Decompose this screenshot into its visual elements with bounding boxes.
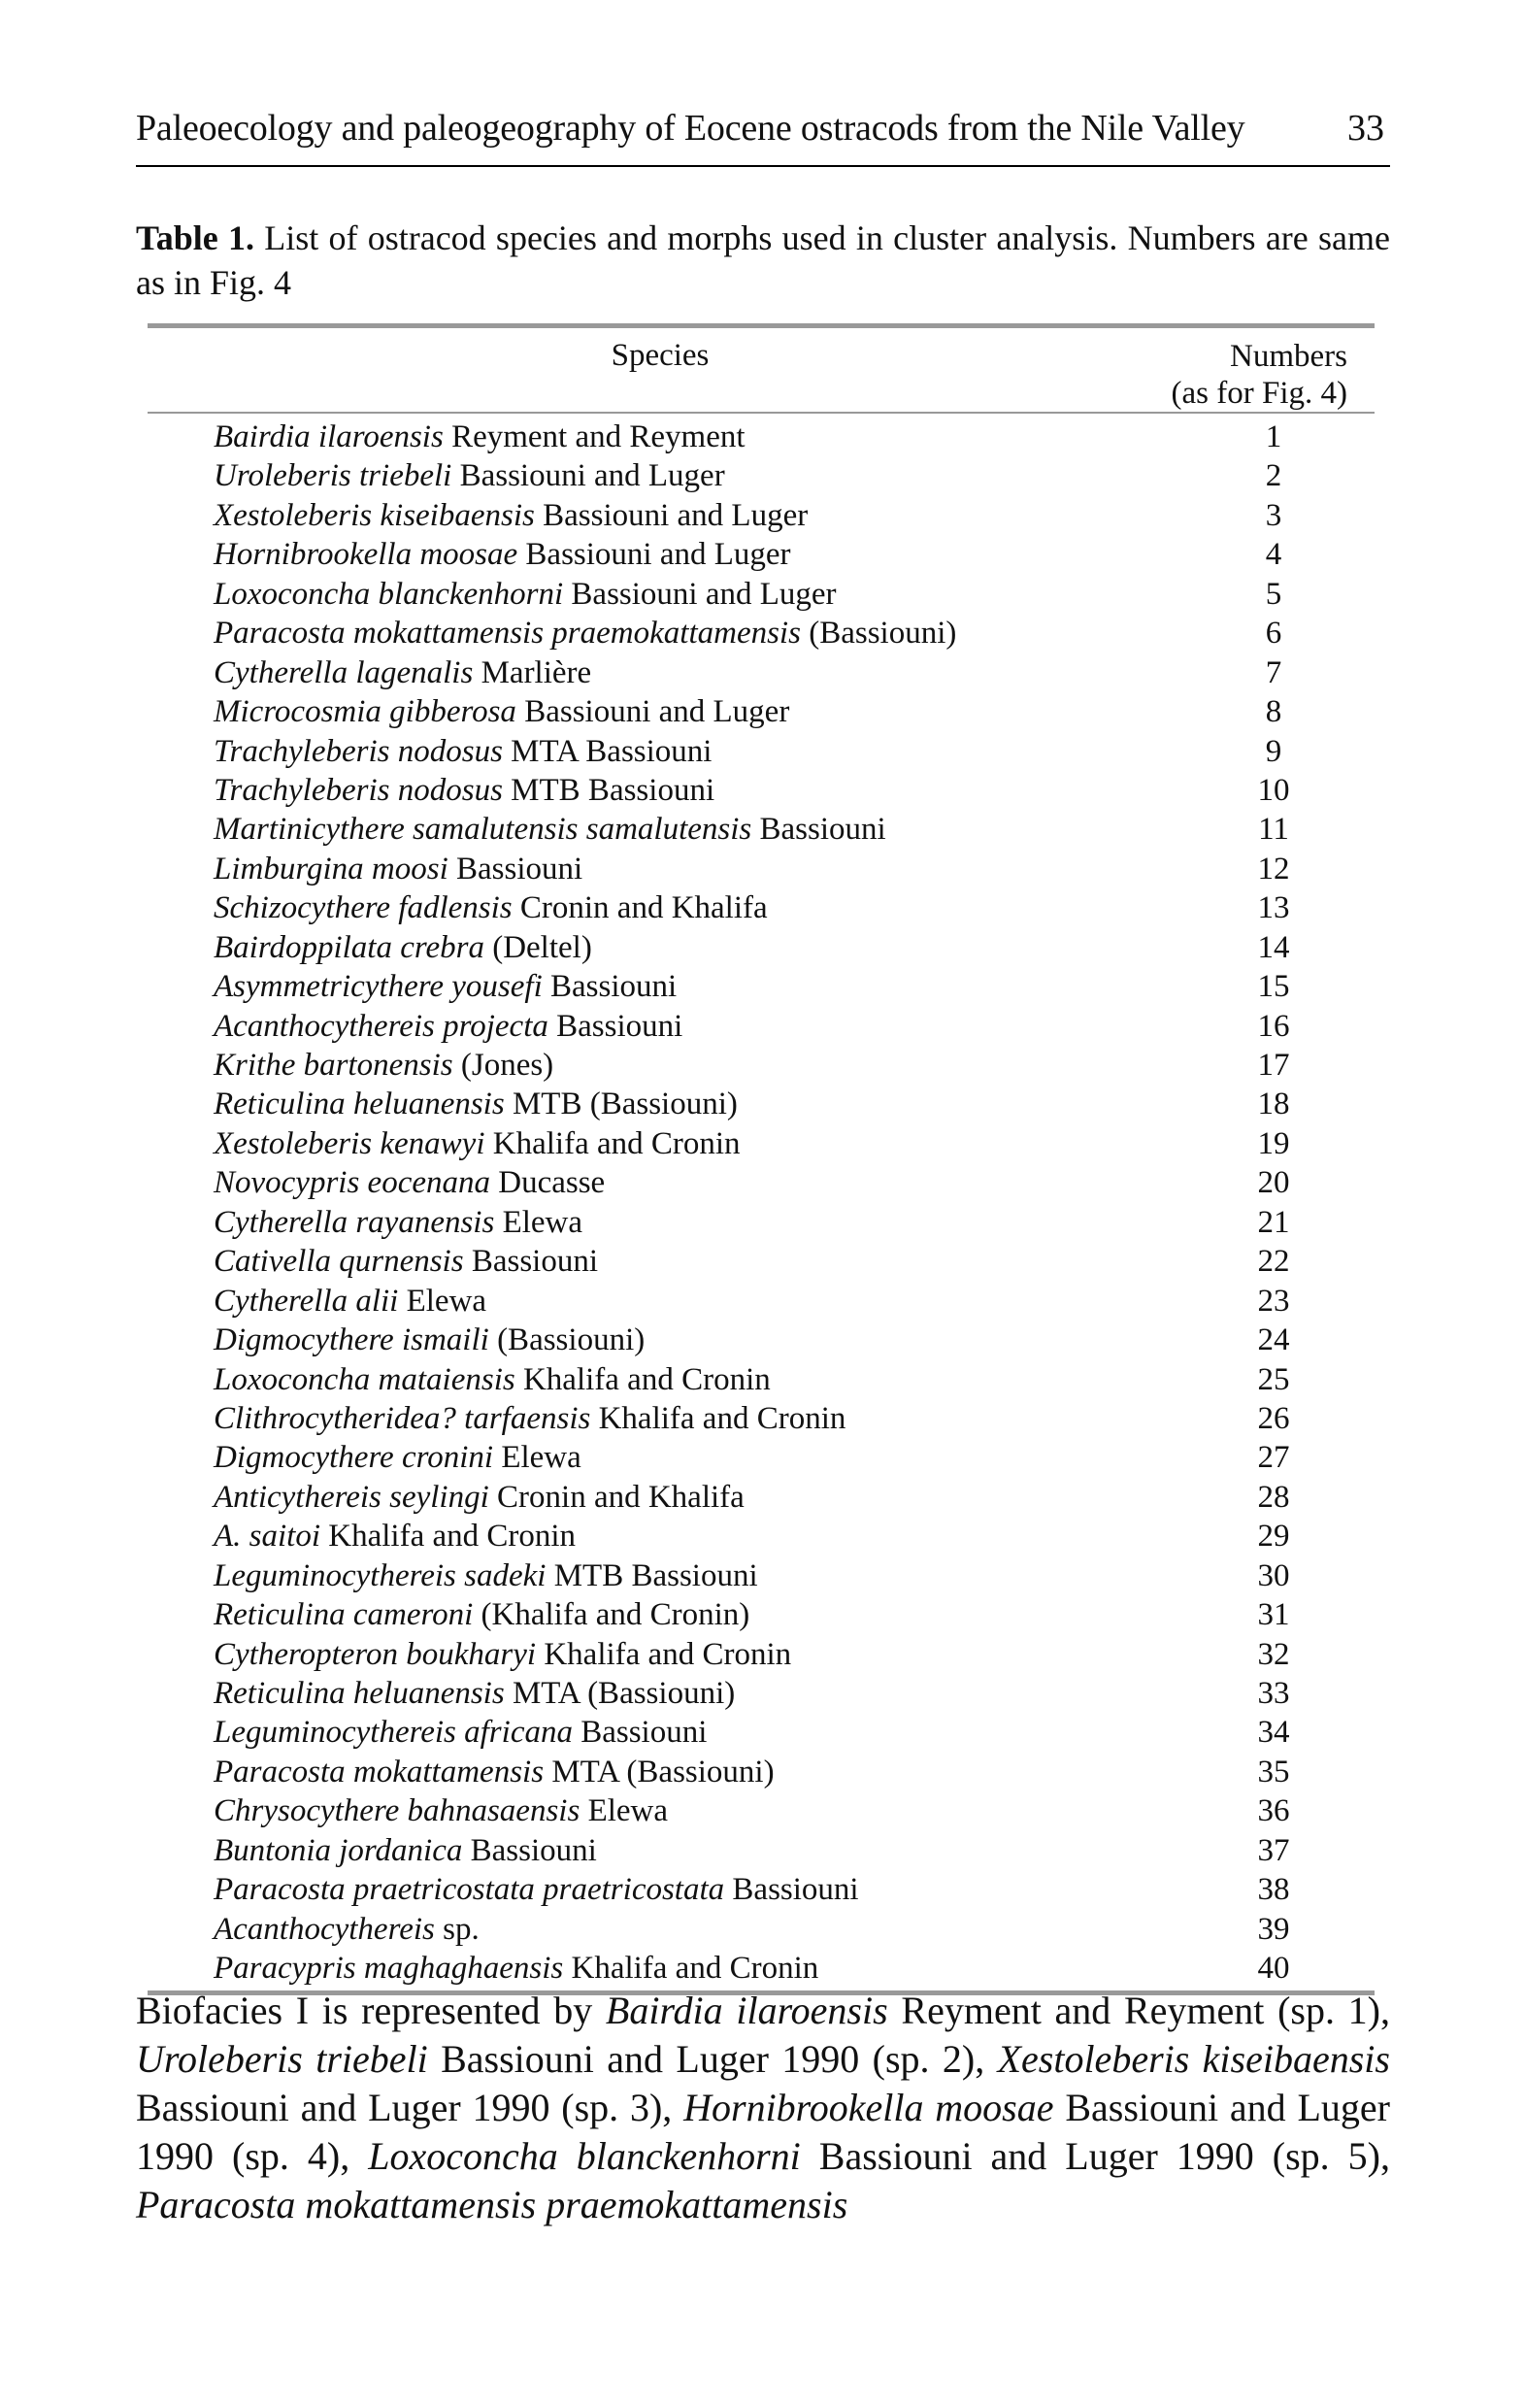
species-number: 39 bbox=[1257, 1911, 1290, 1947]
table-row bbox=[148, 496, 1375, 535]
species-authority: MTB Bassiouni bbox=[546, 1557, 758, 1593]
species-binomial: Novocypris eocenana bbox=[214, 1165, 490, 1201]
species-binomial: Loxoconcha blanckenhorni bbox=[214, 576, 564, 612]
species-number: 28 bbox=[1257, 1479, 1290, 1515]
species-number: 7 bbox=[1265, 654, 1282, 690]
species-name bbox=[214, 1399, 845, 1438]
species-name bbox=[214, 1949, 818, 1988]
species-number: 13 bbox=[1257, 890, 1290, 926]
species-name bbox=[214, 1791, 668, 1830]
table-row bbox=[148, 1124, 1375, 1163]
table-row bbox=[148, 1360, 1375, 1399]
table-row bbox=[148, 1399, 1375, 1438]
species-authority: Khalifa and Cronin bbox=[484, 1125, 741, 1161]
table-row bbox=[148, 1478, 1375, 1517]
species-number: 30 bbox=[1257, 1557, 1290, 1593]
species-name bbox=[214, 1831, 597, 1870]
species-number: 5 bbox=[1265, 576, 1282, 612]
species-binomial: Xestoleberis kenawyi bbox=[214, 1125, 485, 1161]
species-binomial: Anticythereis seylingi bbox=[214, 1479, 489, 1515]
species-number: 16 bbox=[1257, 1008, 1290, 1044]
species-name bbox=[214, 1124, 741, 1163]
taxon-name: Hornibrookella moosae bbox=[683, 2086, 1054, 2129]
species-number: 14 bbox=[1257, 929, 1290, 965]
species-binomial: Digmocythere ismaili bbox=[214, 1322, 489, 1358]
running-title: Paleoecology and paleogeography of Eocene ostracods from the Nile Valley bbox=[136, 108, 1245, 149]
species-number: 37 bbox=[1257, 1832, 1290, 1868]
species-authority: Elewa bbox=[494, 1204, 583, 1240]
species-number: 29 bbox=[1257, 1519, 1290, 1555]
species-binomial: Microcosmia gibberosa bbox=[214, 694, 516, 730]
species-binomial: Krithe bartonensis bbox=[214, 1048, 453, 1083]
species-binomial: Xestoleberis kiseibaensis bbox=[214, 497, 535, 533]
species-number: 32 bbox=[1257, 1636, 1290, 1672]
species-name bbox=[214, 1713, 707, 1752]
species-binomial: Paracypris maghaghaensis bbox=[214, 1951, 564, 1987]
species-binomial: Cytherella rayanensis bbox=[214, 1204, 495, 1240]
species-name bbox=[214, 1674, 735, 1713]
species-name bbox=[214, 1321, 645, 1359]
species-name bbox=[214, 1753, 775, 1791]
species-authority: (Khalifa and Cronin) bbox=[473, 1597, 750, 1633]
species-binomial: Uroleberis triebeli bbox=[214, 458, 452, 494]
species-authority: (Bassiouni) bbox=[800, 616, 957, 652]
species-authority: Bassiouni and Luger bbox=[515, 694, 790, 730]
table-row bbox=[148, 575, 1375, 614]
species-authority: Elewa bbox=[580, 1793, 669, 1829]
species-authority: MTA (Bassiouni) bbox=[544, 1754, 775, 1789]
species-authority: Bassiouni and Luger bbox=[517, 537, 791, 573]
species-name bbox=[214, 928, 592, 967]
table-row bbox=[148, 614, 1375, 652]
table-row bbox=[148, 535, 1375, 574]
header-numbers bbox=[1172, 338, 1347, 412]
taxon-name: Xestoleberis kiseibaensis bbox=[997, 2037, 1390, 2081]
table-row bbox=[148, 1635, 1375, 1674]
table-row bbox=[148, 1949, 1375, 1988]
species-authority: Reyment and Reyment bbox=[443, 419, 746, 454]
species-number: 19 bbox=[1257, 1125, 1290, 1161]
table-row bbox=[148, 1870, 1375, 1909]
table-row bbox=[148, 1242, 1375, 1281]
species-number: 11 bbox=[1258, 812, 1289, 848]
table-row bbox=[148, 1046, 1375, 1085]
species-binomial: Reticulina heluanensis bbox=[214, 1676, 505, 1711]
species-authority: Bassiouni bbox=[542, 969, 678, 1005]
species-name bbox=[214, 850, 582, 888]
species-binomial: Bairdoppilata crebra bbox=[214, 929, 484, 965]
table-row bbox=[148, 771, 1375, 810]
species-binomial: Reticulina heluanensis bbox=[214, 1087, 505, 1122]
table-row bbox=[148, 888, 1375, 927]
species-number: 27 bbox=[1257, 1440, 1290, 1476]
species-authority: Bassiouni bbox=[724, 1872, 859, 1908]
species-number: 31 bbox=[1257, 1597, 1290, 1633]
species-binomial: Schizocythere fadlensis bbox=[214, 890, 513, 926]
species-number: 20 bbox=[1257, 1165, 1290, 1201]
species-authority: Elewa bbox=[493, 1440, 581, 1476]
running-header bbox=[136, 93, 1390, 167]
species-name bbox=[214, 1360, 771, 1399]
table-caption-text: List of ostracod species and morphs used in cluster analysis. Numbers are same as in Fig. 4 bbox=[136, 218, 1390, 302]
species-authority: Bassiouni bbox=[448, 851, 583, 886]
species-name bbox=[214, 1595, 749, 1634]
species-authority: Cronin and Khalifa bbox=[488, 1479, 745, 1515]
species-authority: MTA (Bassiouni) bbox=[504, 1676, 736, 1711]
species-authority: Cronin and Khalifa bbox=[512, 890, 768, 926]
table-caption bbox=[136, 216, 1390, 305]
paragraph-text: Bassiouni and Luger 1990 (sp. 3), bbox=[136, 2086, 684, 2129]
species-name bbox=[214, 967, 677, 1006]
species-name bbox=[214, 771, 714, 810]
taxon-name: Loxoconcha blanckenhorni bbox=[368, 2134, 801, 2178]
species-binomial: Acanthocythereis bbox=[214, 1911, 435, 1947]
table-row bbox=[148, 1517, 1375, 1555]
species-number: 34 bbox=[1257, 1715, 1290, 1751]
species-name bbox=[214, 1046, 553, 1085]
species-name bbox=[214, 732, 712, 771]
species-name bbox=[214, 653, 591, 692]
species-authority: Bassiouni bbox=[751, 812, 886, 848]
species-authority: Khalifa and Cronin bbox=[590, 1400, 846, 1436]
species-authority: Khalifa and Cronin bbox=[563, 1951, 819, 1987]
species-name bbox=[214, 1203, 582, 1242]
table-row bbox=[148, 928, 1375, 967]
species-name bbox=[214, 418, 746, 456]
table-row bbox=[148, 1282, 1375, 1321]
species-number: 23 bbox=[1257, 1283, 1290, 1319]
header-species: Species bbox=[611, 338, 710, 373]
species-number: 40 bbox=[1257, 1951, 1290, 1987]
table-row bbox=[148, 692, 1375, 731]
species-number: 35 bbox=[1257, 1754, 1290, 1789]
species-binomial: Leguminocythereis africana bbox=[214, 1715, 573, 1751]
species-name bbox=[214, 614, 956, 652]
species-number: 1 bbox=[1265, 419, 1282, 454]
paragraph-text: Reyment and Reyment (sp. 1), bbox=[887, 1989, 1390, 2032]
species-table bbox=[148, 323, 1375, 1995]
species-name bbox=[214, 1870, 859, 1909]
species-binomial: Paracosta mokattamensis praemokattamensis bbox=[214, 616, 801, 652]
paragraph-text: Bassiouni and Luger 1990 (sp. 5), bbox=[800, 2134, 1390, 2178]
table-row bbox=[148, 1674, 1375, 1713]
species-authority: MTA Bassiouni bbox=[502, 733, 713, 769]
species-number: 12 bbox=[1257, 851, 1290, 886]
table-row bbox=[148, 1753, 1375, 1791]
species-authority: Ducasse bbox=[490, 1165, 606, 1201]
species-name bbox=[214, 1635, 791, 1674]
table-row bbox=[148, 653, 1375, 692]
table-row bbox=[148, 1595, 1375, 1634]
table-row bbox=[148, 967, 1375, 1006]
species-authority: Marlière bbox=[473, 654, 592, 690]
species-binomial: Paracosta mokattamensis bbox=[214, 1754, 545, 1789]
species-binomial: Bairdia ilaroensis bbox=[214, 419, 444, 454]
taxon-name: Paracosta mokattamensis praemokattamensis bbox=[136, 2183, 848, 2226]
species-number: 33 bbox=[1257, 1676, 1290, 1711]
table-caption-label: Table 1. bbox=[136, 218, 254, 257]
species-number: 38 bbox=[1257, 1872, 1290, 1908]
species-name bbox=[214, 810, 886, 849]
species-authority: MTB Bassiouni bbox=[502, 772, 715, 808]
table-row bbox=[148, 732, 1375, 771]
species-authority: (Deltel) bbox=[483, 929, 592, 965]
species-number: 26 bbox=[1257, 1400, 1290, 1436]
species-binomial: Clithrocytheridea? tarfaensis bbox=[214, 1400, 591, 1436]
species-binomial: Loxoconcha mataiensis bbox=[214, 1361, 515, 1397]
species-name bbox=[214, 535, 791, 574]
species-authority: Elewa bbox=[398, 1283, 487, 1319]
species-name bbox=[214, 456, 725, 495]
species-authority: Bassiouni and Luger bbox=[534, 497, 809, 533]
paragraph-text: Bassiouni and Luger 1990 (sp. 4), bbox=[136, 2086, 1390, 2178]
species-binomial: Cytheropteron boukharyi bbox=[214, 1636, 537, 1672]
species-number: 3 bbox=[1265, 497, 1282, 533]
species-binomial: Paracosta praetricostata praetricostata bbox=[214, 1872, 725, 1908]
species-authority: Khalifa and Cronin bbox=[514, 1361, 771, 1397]
species-authority: Bassiouni bbox=[547, 1008, 683, 1044]
species-number: 17 bbox=[1257, 1048, 1290, 1083]
species-binomial: Leguminocythereis sadeki bbox=[214, 1557, 547, 1593]
species-binomial: Reticulina cameroni bbox=[214, 1597, 474, 1633]
table-row bbox=[148, 1791, 1375, 1830]
table-body bbox=[148, 414, 1375, 1990]
species-number: 9 bbox=[1265, 733, 1282, 769]
header-numbers-line2: (as for Fig. 4) bbox=[1171, 376, 1347, 411]
table-row bbox=[148, 1321, 1375, 1359]
paragraph-text: Biofacies I is represented by bbox=[136, 1989, 606, 2032]
species-authority: Khalifa and Cronin bbox=[320, 1519, 577, 1555]
species-binomial: A. saitoi bbox=[214, 1519, 321, 1555]
species-name bbox=[214, 888, 768, 927]
species-authority: Bassiouni and Luger bbox=[451, 458, 725, 494]
species-number: 24 bbox=[1257, 1322, 1290, 1358]
species-binomial: Hornibrookella moosae bbox=[214, 537, 518, 573]
species-binomial: Digmocythere cronini bbox=[214, 1440, 494, 1476]
species-name bbox=[214, 1517, 576, 1555]
species-number: 36 bbox=[1257, 1793, 1290, 1829]
species-authority: Bassiouni bbox=[462, 1832, 597, 1868]
taxon-name: Uroleberis triebeli bbox=[136, 2037, 428, 2081]
species-number: 2 bbox=[1265, 458, 1282, 494]
species-name bbox=[214, 1478, 745, 1517]
paragraph-text: Bassiouni and Luger 1990 (sp. 2), bbox=[427, 2037, 998, 2081]
species-name bbox=[214, 1085, 738, 1123]
table-row bbox=[148, 1438, 1375, 1477]
table-row bbox=[148, 1910, 1375, 1949]
species-binomial: Trachyleberis nodosus bbox=[214, 733, 503, 769]
species-number: 6 bbox=[1265, 616, 1282, 652]
species-name bbox=[214, 496, 808, 535]
species-binomial: Chrysocythere bahnasaensis bbox=[214, 1793, 580, 1829]
species-binomial: Acanthocythereis projecta bbox=[214, 1008, 548, 1044]
table-row bbox=[148, 1163, 1375, 1202]
table-row bbox=[148, 456, 1375, 495]
species-number: 22 bbox=[1257, 1244, 1290, 1280]
species-number: 10 bbox=[1257, 772, 1290, 808]
table-row bbox=[148, 850, 1375, 888]
species-name bbox=[214, 1282, 486, 1321]
species-name bbox=[214, 1163, 605, 1202]
table-row bbox=[148, 1007, 1375, 1046]
species-binomial: Asymmetricythere yousefi bbox=[214, 969, 543, 1005]
species-authority: sp. bbox=[434, 1911, 480, 1947]
species-number: 21 bbox=[1257, 1204, 1290, 1240]
species-binomial: Limburgina moosi bbox=[214, 851, 448, 886]
body-paragraph bbox=[136, 1987, 1390, 2229]
species-name bbox=[214, 575, 837, 614]
species-name bbox=[214, 692, 789, 731]
table-row bbox=[148, 1203, 1375, 1242]
species-number: 25 bbox=[1257, 1361, 1290, 1397]
header-numbers-line1: Numbers bbox=[1230, 339, 1347, 374]
table-row bbox=[148, 418, 1375, 456]
species-name bbox=[214, 1910, 480, 1949]
species-authority: (Bassiouni) bbox=[488, 1322, 646, 1358]
species-binomial: Cativella qurnensis bbox=[214, 1244, 464, 1280]
page-number: 33 bbox=[1347, 108, 1384, 149]
species-name bbox=[214, 1556, 758, 1595]
species-authority: MTB (Bassiouni) bbox=[504, 1087, 738, 1122]
species-authority: Khalifa and Cronin bbox=[536, 1636, 792, 1672]
species-number: 18 bbox=[1257, 1087, 1290, 1122]
species-number: 4 bbox=[1265, 537, 1282, 573]
species-authority: (Jones) bbox=[452, 1048, 554, 1083]
table-header bbox=[148, 328, 1375, 414]
table-row bbox=[148, 1556, 1375, 1595]
species-authority: Bassiouni bbox=[463, 1244, 599, 1280]
species-binomial: Martinicythere samalutensis samalutensis bbox=[214, 812, 752, 848]
species-authority: Bassiouni and Luger bbox=[563, 576, 837, 612]
species-binomial: Buntonia jordanica bbox=[214, 1832, 463, 1868]
table-row bbox=[148, 1713, 1375, 1752]
species-binomial: Cytherella alii bbox=[214, 1283, 399, 1319]
table-row bbox=[148, 1085, 1375, 1123]
table-row bbox=[148, 1831, 1375, 1870]
species-number: 8 bbox=[1265, 694, 1282, 730]
species-authority: Bassiouni bbox=[572, 1715, 708, 1751]
species-name bbox=[214, 1007, 682, 1046]
species-number: 15 bbox=[1257, 969, 1290, 1005]
taxon-name: Bairdia ilaroensis bbox=[605, 1989, 888, 2032]
species-binomial: Trachyleberis nodosus bbox=[214, 772, 503, 808]
table-row bbox=[148, 810, 1375, 849]
species-name bbox=[214, 1438, 581, 1477]
species-binomial: Cytherella lagenalis bbox=[214, 654, 474, 690]
species-name bbox=[214, 1242, 598, 1281]
